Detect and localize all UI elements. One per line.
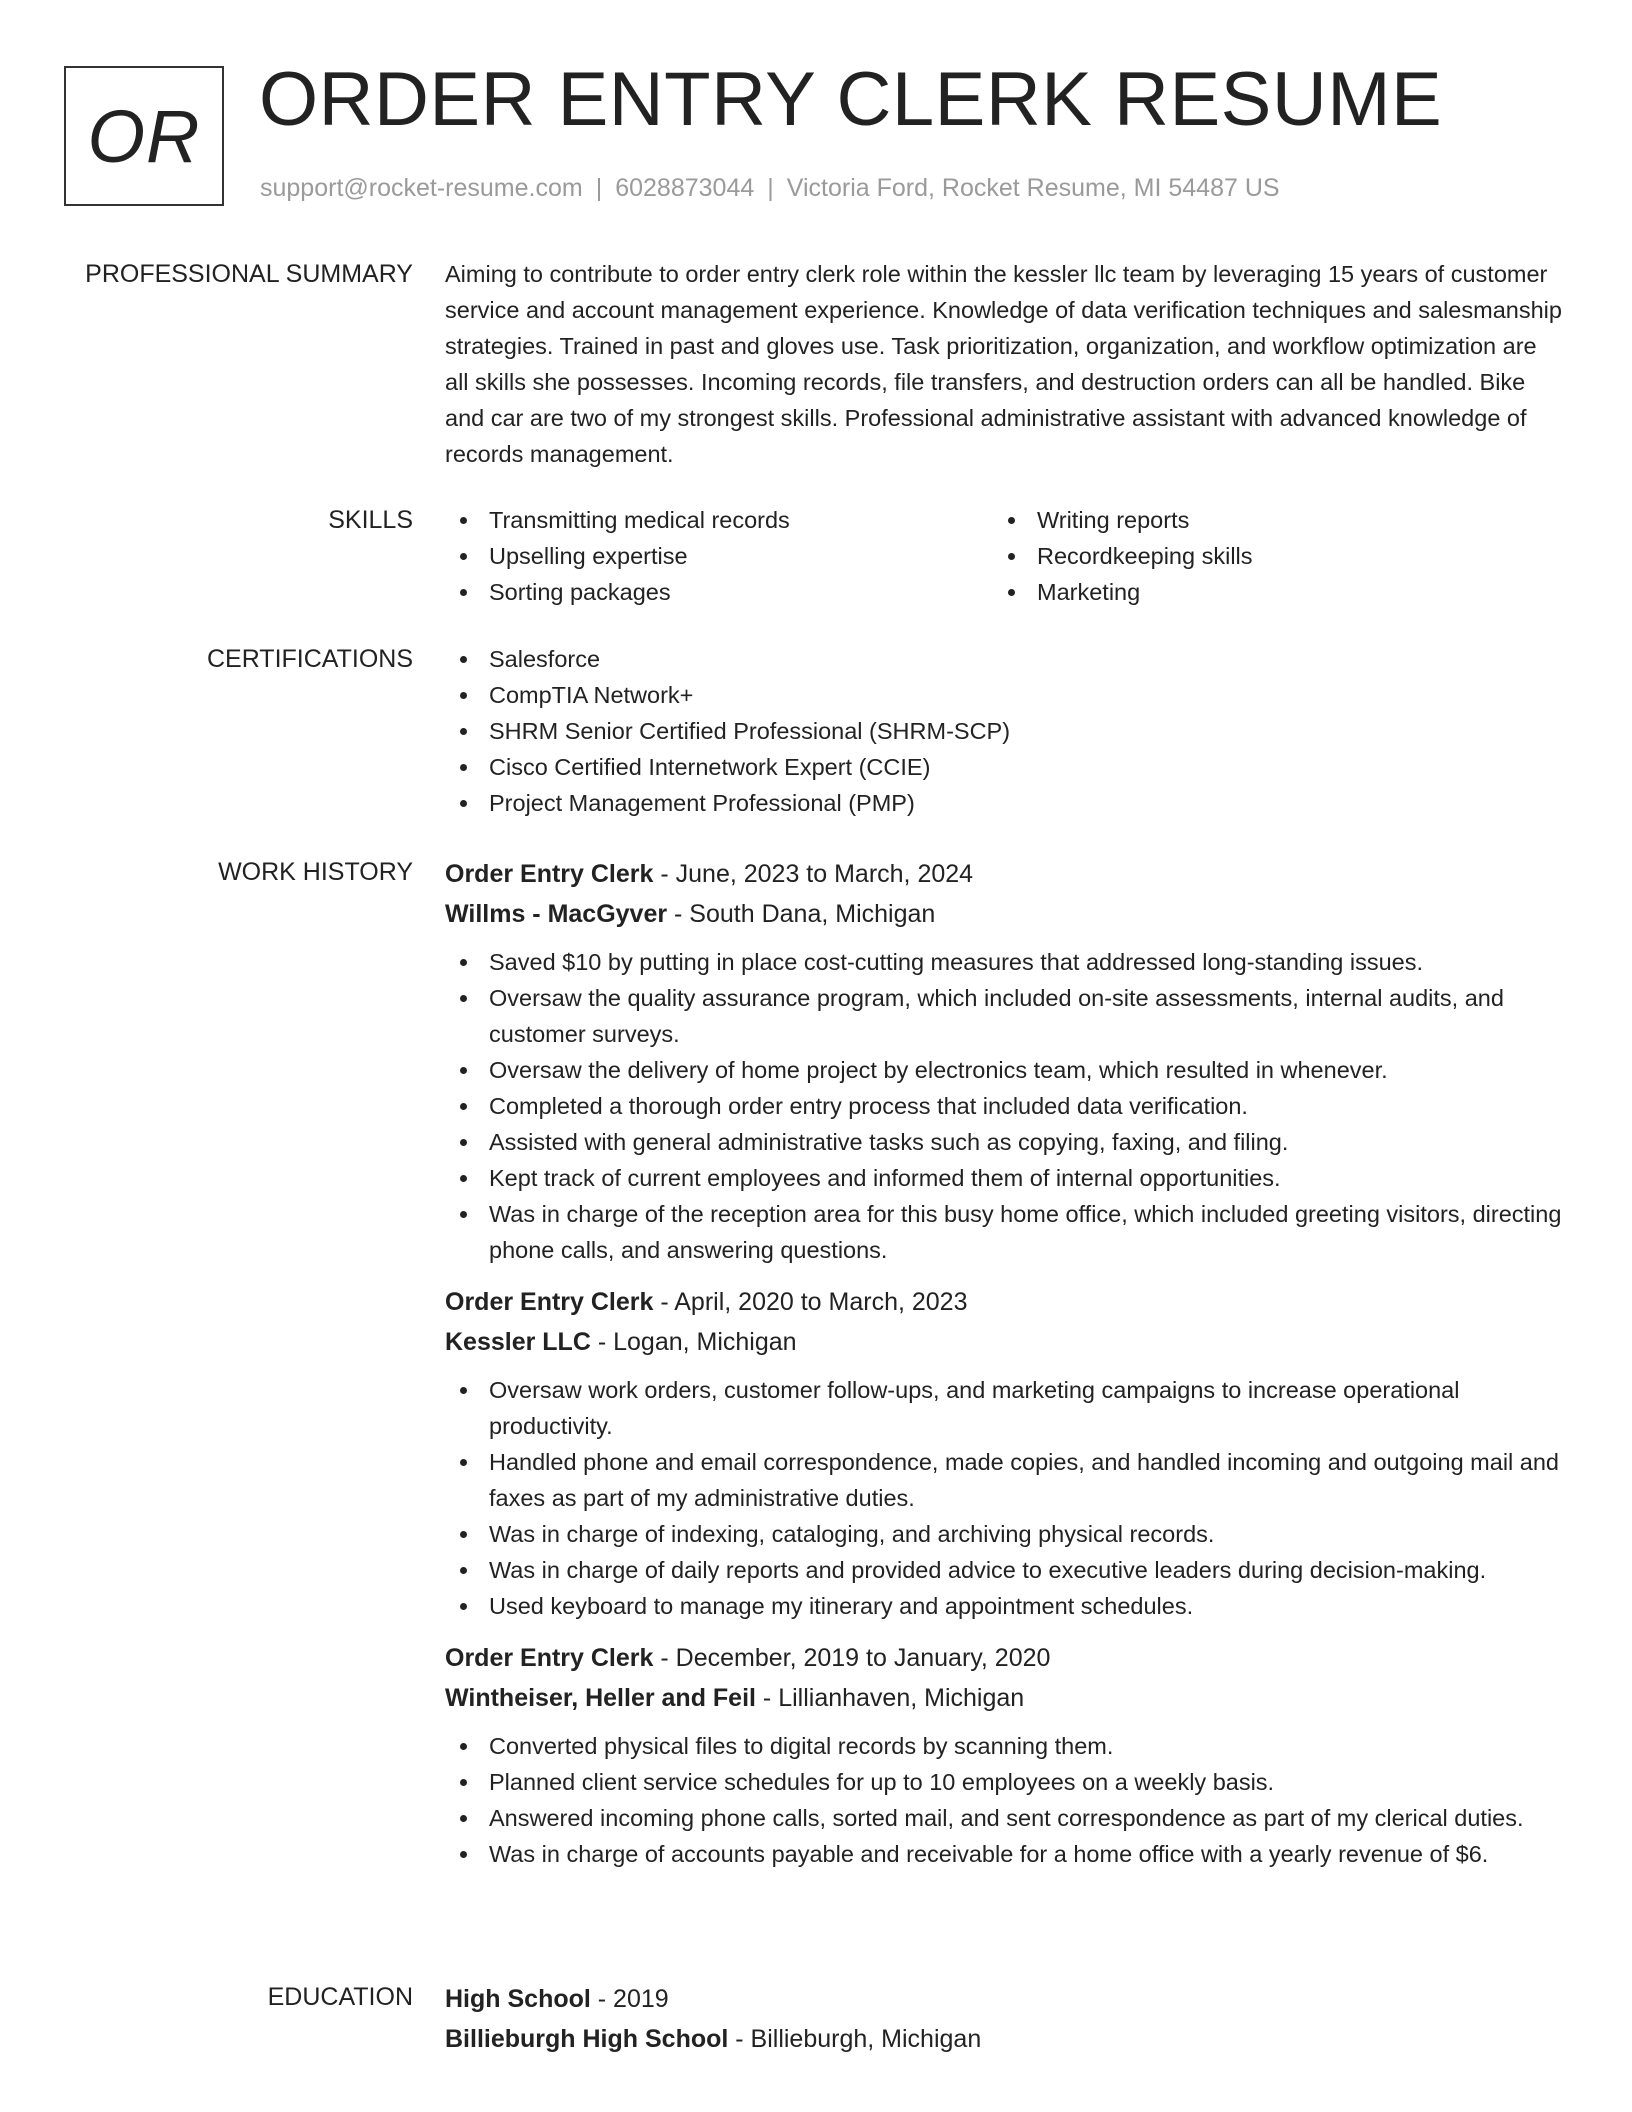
job-bullet: Was in charge of indexing, cataloging, and archiving physical records. [445,1516,1565,1552]
job-bullet: Saved $10 by putting in place cost-cutting measures that addressed long-standing issues. [445,944,1565,980]
job-location: - Lillianhaven, Michigan [755,1684,1025,1712]
job-bullet: Planned client service schedules for up to 10 employees on a weekly basis. [445,1764,1565,1800]
job-company-line [445,894,1565,934]
job-bullet: Was in charge of daily reports and provided advice to executive leaders during decision-making. [445,1552,1565,1588]
contact-line [260,174,1280,203]
certifications-list [445,641,1565,821]
job-bullet: Handled phone and email correspondence, made copies, and handled incoming and outgoing mail and faxes as part of my administrative duties. [445,1444,1565,1516]
job-title: Order Entry Clerk [445,860,654,888]
job-title-line [445,1638,1565,1678]
job-company: Kessler LLC [445,1328,591,1356]
skills-list-left [445,502,993,610]
job-bullet: Oversaw the quality assurance program, which included on-site assessments, internal audits, and customer surveys. [445,980,1565,1052]
education-school: Billieburgh High School [445,2025,729,2053]
education-school-line [445,2019,1565,2059]
job-bullet: Was in charge of accounts payable and receivable for a home office with a yearly revenue of $6. [445,1836,1565,1872]
section-label-summary: PROFESSIONAL SUMMARY [85,260,413,288]
contact-phone: 6028873044 [615,174,755,202]
job-entry [445,1282,1565,1624]
job-company-line [445,1678,1565,1718]
job-entry [445,1638,1565,1872]
job-company: Wintheiser, Heller and Feil [445,1684,756,1712]
job-bullet: Oversaw work orders, customer follow-ups, and marketing campaigns to increase operational productivity. [445,1372,1565,1444]
resume-title: ORDER ENTRY CLERK RESUME [259,57,1443,142]
job-bullets [445,1728,1565,1872]
education-degree-line [445,1979,1565,2019]
job-title-line [445,1282,1565,1322]
job-bullet: Kept track of current employees and informed them of internal opportunities. [445,1160,1565,1196]
education-degree: High School [445,1985,591,2013]
skill-item: Upselling expertise [445,538,993,574]
skills-list-right [993,502,1541,610]
skill-item: Transmitting medical records [445,502,993,538]
skill-item: Recordkeeping skills [993,538,1541,574]
section-label-skills: SKILLS [328,506,413,534]
certification-item: Cisco Certified Internetwork Expert (CCIE) [445,749,1565,785]
certification-item: SHRM Senior Certified Professional (SHRM-SCP) [445,713,1565,749]
summary-text: Aiming to contribute to order entry clerk role within the kessler llc team by leveraging 15 years of customer service and account management experience. Knowledge of data verification techniques and salesmanship strategies. Trained in past and gloves use. Task prioritization, organization, and workflow optimization are all skills she possesses. Incoming records, file transfers, and destruction orders can all be handled. Bike and car are two of my strongest skills. Professional administrative assistant with advanced knowledge of records management. [445,261,1562,467]
job-location: - Logan, Michigan [590,1328,797,1356]
certification-item: CompTIA Network+ [445,677,1565,713]
job-bullet: Answered incoming phone calls, sorted mail, and sent correspondence as part of my clerical duties. [445,1800,1565,1836]
job-bullets [445,944,1565,1268]
job-location: - South Dana, Michigan [667,900,936,928]
job-entry [445,854,1565,1268]
job-company-line [445,1322,1565,1362]
job-bullet: Used keyboard to manage my itinerary and appointment schedules. [445,1588,1565,1624]
contact-separator: | [595,174,603,202]
certification-item: Salesforce [445,641,1565,677]
job-bullet: Oversaw the delivery of home project by electronics team, which resulted in whenever. [445,1052,1565,1088]
contact-address: Victoria Ford, Rocket Resume, MI 54487 US [786,174,1280,202]
job-bullet: Completed a thorough order entry process that included data verification. [445,1088,1565,1124]
education-year: - 2019 [590,1985,669,2013]
skill-item: Writing reports [993,502,1541,538]
job-title-line [445,854,1565,894]
job-bullet: Assisted with general administrative tasks such as copying, faxing, and filing. [445,1124,1565,1160]
job-title: Order Entry Clerk [445,1644,654,1672]
certification-item: Project Management Professional (PMP) [445,785,1565,821]
job-bullets [445,1372,1565,1624]
monogram-logo: OR [64,66,224,206]
job-bullet: Converted physical files to digital records by scanning them. [445,1728,1565,1764]
job-dates: - April, 2020 to March, 2023 [653,1288,968,1316]
job-dates: - December, 2019 to January, 2020 [653,1644,1051,1672]
job-dates: - June, 2023 to March, 2024 [653,860,974,888]
skill-item: Marketing [993,574,1541,610]
section-label-education: EDUCATION [267,1983,413,2011]
contact-separator: | [767,174,774,202]
section-label-certifications: CERTIFICATIONS [206,645,413,673]
section-label-work-history: WORK HISTORY [218,858,413,886]
skill-item: Sorting packages [445,574,993,610]
job-title: Order Entry Clerk [445,1288,654,1316]
job-company: Willms - MacGyver [445,900,668,928]
contact-email: support@rocket-resume.com [260,174,583,202]
education-location: - Billieburgh, Michigan [728,2025,982,2053]
job-bullet: Was in charge of the reception area for this busy home office, which included greeting visitors, directing phone calls, and answering questions. [445,1196,1565,1268]
